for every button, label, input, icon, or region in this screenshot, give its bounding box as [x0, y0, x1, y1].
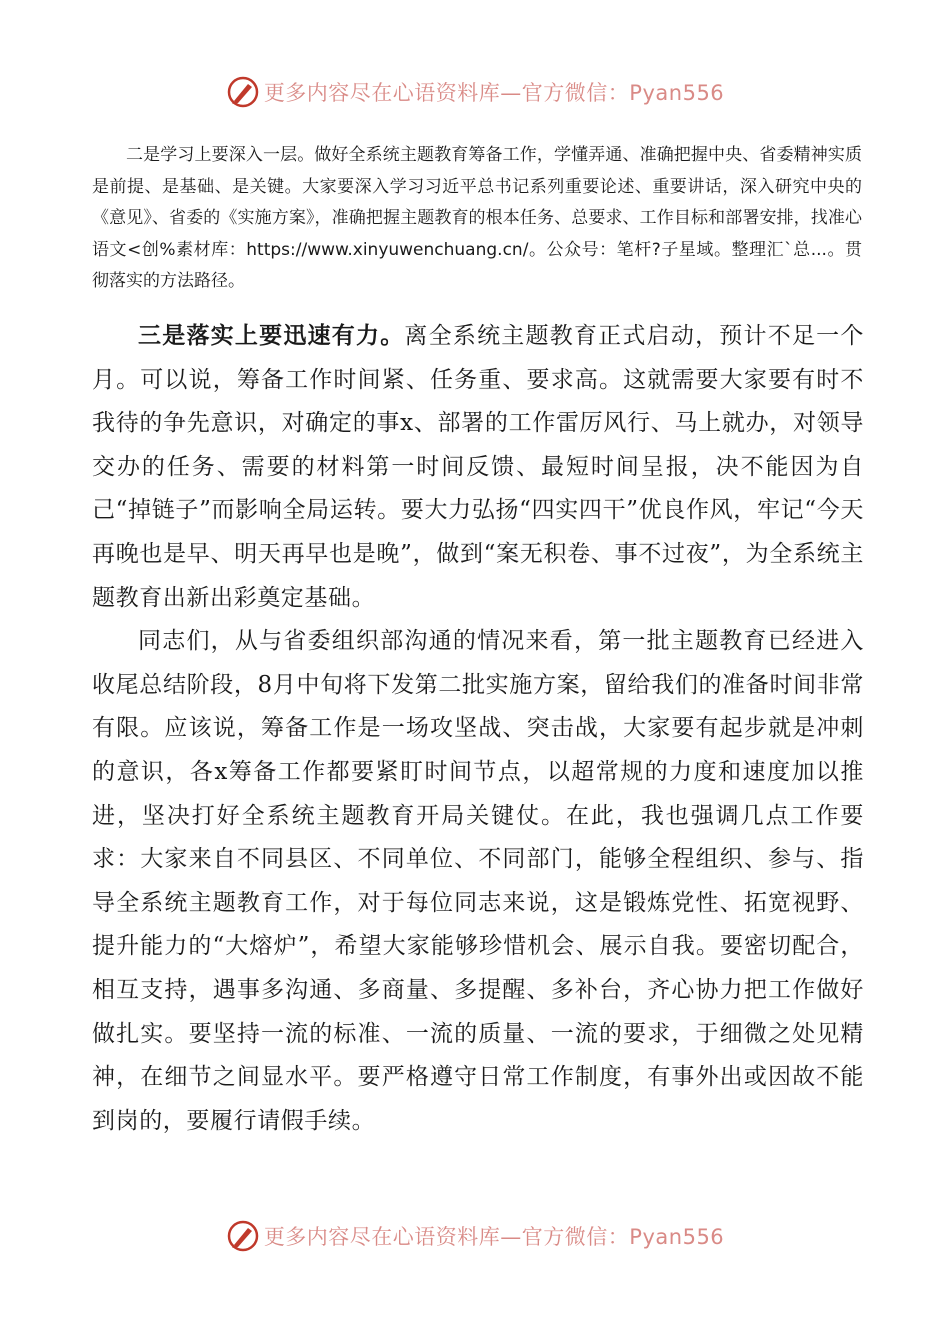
main-body [92, 314, 864, 1143]
paragraph-implementation [92, 314, 864, 620]
paragraph-lead-heading: 三是落实上要迅速有力。 [138, 322, 405, 349]
footer-banner [0, 1216, 950, 1256]
header-banner-text: 更多内容尽在心语资料库—官方微信：Pyan556 [263, 81, 725, 105]
paragraph-implementation-text: 离全系统主题教育正式启动，预计不足一个月。可以说，筹备工作时间紧、任务重、要求高。这就需要大家要有时不我待的争先意识，对确定的事x、部署的工作雷厉风行、马上就办，对领导交办的任务、需要的材料第一时间反馈、最短时间呈报，决不能因为自己“掉链子”而影响全局运转。要大力弘扬“四实四干”优良作风，牢记“今天再晚也是早、明天再早也是晚”，做到“案无积卷、事不过夜”，为全系统主题教育出新出彩奠定基础。 [92, 323, 864, 611]
paragraph-learning: 二是学习上要深入一层。做好全系统主题教育筹备工作，学懂弄通、准确把握中央、省委精神实质是前提、是基础、是关键。大家要深入学习习近平总书记系列重要论述、重要讲话，深入研究中央的《意见》、省委的《实施方案》，准确把握主题教育的根本任务、总要求、工作目标和部署安排，找准心语文<创%素材库：https://www.xinyuwenchuang.cn/。公众号：笔杆?子星域。整理汇`总...。贯彻落实的方法路径。 [92, 145, 862, 291]
paragraph-comrades: 同志们，从与省委组织部沟通的情况来看，第一批主题教育已经进入收尾总结阶段，8月中旬将下发第二批实施方案，留给我们的准备时间非常有限。应该说，筹备工作是一场攻坚战、突击战，大家要有起步就是冲刺的意识，各x筹备工作都要紧盯时间节点，以超常规的力度和速度加以推进，坚决打好全系统主题教育开局关键仗。在此，我也强调几点工作要求：大家来自不同县区、不同单位、不同部门，能够全程组织、参与、指导全系统主题教育工作，对于每位同志来说，这是锻炼党性、拓宽视野、提升能力的“大熔炉”，希望大家能够珍惜机会、展示自我。要密切配合，相互支持，遇事多沟通、多商量、多提醒、多补台，齐心协力把工作做好做扎实。要坚持一流的标准、一流的质量、一流的要求，于细微之处见精神，在细节之间显水平。要严格遵守日常工作制度，有事外出或因故不能到岗的，要履行请假手续。 [92, 628, 864, 1134]
pen-logo-icon [226, 1219, 260, 1253]
header-banner [0, 72, 950, 112]
pen-logo-icon [226, 75, 260, 109]
footer-banner-text: 更多内容尽在心语资料库—官方微信：Pyan556 [263, 1225, 725, 1249]
